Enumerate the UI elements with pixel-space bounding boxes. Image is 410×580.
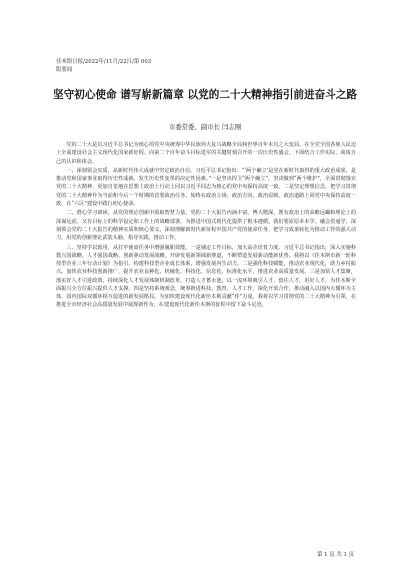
article-author: 市委常委、副市长 闫志刚 — [168, 123, 242, 131]
section-line: 版要闻 — [56, 67, 73, 73]
paragraph: 党的二十大是以习近平总书记为核心的党中央统筹中华民族伟大复兴战略全局和世界百年未有之大变局、在全党全国各族人民迈上全面建设社会主义现代化国家新征程、向第二个百年奋斗目标进军的关键时刻召开的一次历史性盛会。下面结合工作实际，谈谈自己的认识和体会。 — [56, 142, 356, 165]
publication-line: 佳木斯日报/2022年/11月/22日/第 003 — [56, 59, 152, 65]
article-title: 坚守初心使命 谱写崭新篇章 以党的二十大精神指引前进奋斗之路 — [53, 89, 357, 101]
page-number: 第 1 页 共 1 页 — [317, 552, 354, 558]
publication-meta — [56, 58, 151, 74]
paragraph: 一、深刻领会实质，从新时代伟大成就中坚定政治自信。习近平总书记指出：“‘两个确立’是党在新时代取得的重大政治成果，是推动党和国家事业取得历史性成就、发生历史性变革的决定性因素。”一是坚决捍卫“两个确立”，坚决做到“两个维护”，全面贯彻落实党的二十大精神，更加自觉地在思想上政治上行动上同以习近平同志为核心的党中央保持高度一致。二是坚定理想信念，把学习贯彻党的二十大精神作为当前和今后一个时期的首要政治任务，始终在政治立场、政治方向、政治原则、政治道路上同党中央保持高度一致，在“六区”建设中践行初心使命。 — [56, 167, 356, 207]
paragraph: 三、坚持学以致用，从扛牢使命任务中增强履职效能。一是铺定工作目标，加大高企培育力度。习近平总书记指出，深入实施科教兴国战略、人才强国战略、创新驱动发展战略，开辟发展新领域新赛道，不断塑造发展新动能新优势。我将以《佳木斯市新一轮科技型企业三年行动计划》为指引，构建科技型企业成长体系，增强发展内生动力。二是强化科技赋能，推动农业现代化，助力乡村振兴。加快农业科技创新推广，提升农业良种化、机械化、科技化、信息化、标准化水平，推进农业高质量发展。三是加快人才集聚，落实好人才引进政策，持续深化人才发展体制机制改革，打造人才蓄水池，以一流环境吸引人才、留住人才、用好人才，为佳木斯全面振兴全方位振兴提供人才支撑。四是坚持系统观念，统筹推进科技、教育、人才工作，深化开放合作，推动融入以国内大循环为主体、国内国际双循环相互促进的新发展格局，为加快建设现代化新佳木斯贡献“佳”力量。我将以学习贯彻党的二十大精神为引领，在推进全市经济社会高质量发展中展现新作为，在建设现代化新佳木斯的征程中留下奋斗足迹。 — [56, 244, 356, 309]
paragraph: 二、潜心学习研读，从党的理论创新中汲取智慧力量。党的二十大报告内涵丰富、博大精深，既有政治上的高瞻远瞩和理论上的深谋远虑，又有目标上的科学设定和工作上的战略部署，为推进中国式现代化提供了根本遵循。我们要原原本本学、融会贯通学，深刻领会党的二十大报告的精神实质和核心要义，深刻理解新时代新征程中国共产党的使命任务，把学习成果转化为推动工作的强大动力，用党的创新理论武装头脑、指导实践、推动工作。 — [56, 210, 356, 242]
article-body — [56, 141, 356, 311]
